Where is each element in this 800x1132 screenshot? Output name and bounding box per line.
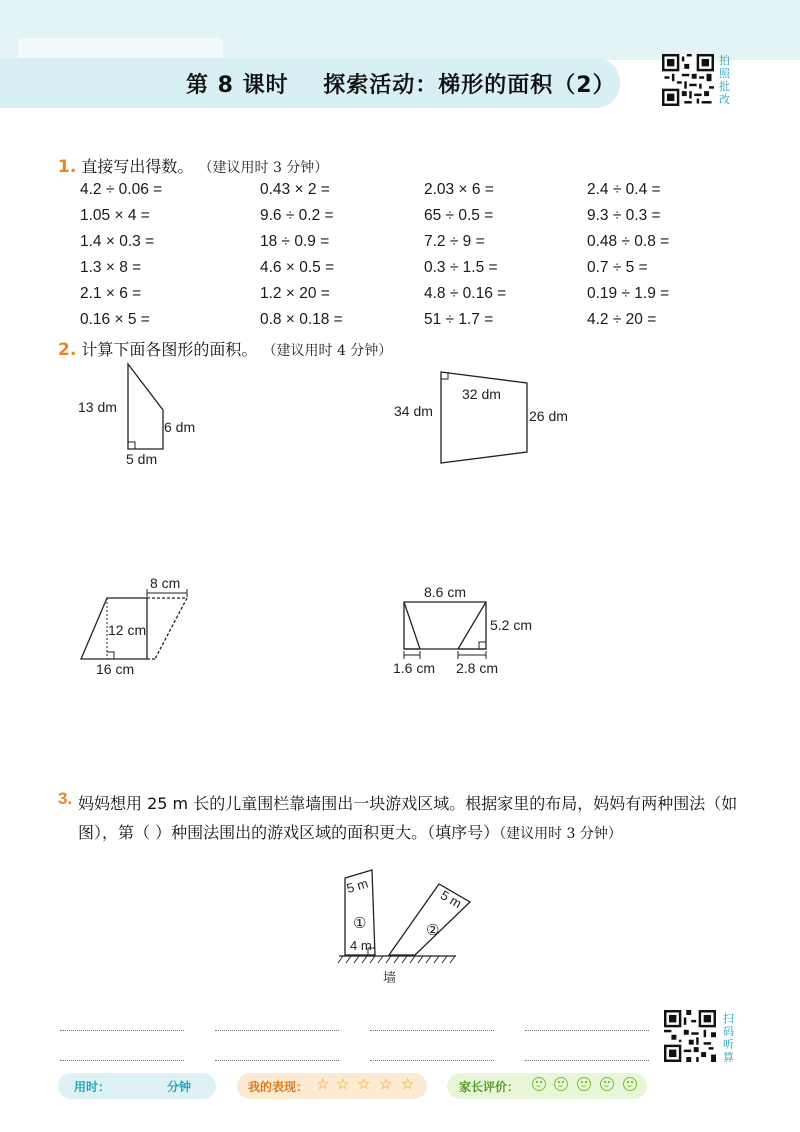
fig3-bottom-label: 16 cm (96, 661, 135, 677)
q3-circle-2: ② (426, 922, 440, 939)
fig1-left-label: 13 dm (78, 399, 117, 415)
figure-1-trapezoid (128, 364, 163, 449)
answer-line[interactable] (215, 1030, 339, 1031)
q2-number: 2. (58, 340, 77, 360)
q3-circle-1: ① (353, 915, 367, 932)
q3-wall-label: 墙 (383, 971, 397, 986)
q1-text: 直接写出得数。 (81, 157, 194, 176)
footer-time-unit: 分钟 (167, 1080, 192, 1094)
calc-item: 4.6 × 0.5 = (260, 259, 335, 276)
fig4-left-base-label: 1.6 cm (393, 660, 436, 676)
star-icon[interactable]: ☆ (336, 1076, 350, 1093)
q1-number: 1. (58, 157, 77, 177)
star-icon[interactable]: ☆ (316, 1076, 330, 1093)
fig2-top-label: 32 dm (462, 386, 501, 402)
calc-item: 9.6 ÷ 0.2 = (260, 207, 334, 224)
star-icon[interactable]: ☆ (379, 1076, 393, 1093)
answer-line[interactable] (370, 1030, 494, 1031)
answer-line[interactable] (215, 1060, 339, 1061)
calc-item: 1.05 × 4 = (80, 207, 150, 224)
footer-time-label: 用时： (74, 1080, 111, 1094)
calc-item: 0.16 × 5 = (80, 311, 150, 328)
calc-item: 0.19 ÷ 1.9 = (587, 285, 670, 302)
calc-item: 18 ÷ 0.9 = (260, 233, 330, 250)
fig1-right-label: 6 dm (164, 419, 196, 435)
fig3-top-label: 8 cm (150, 575, 181, 591)
q2-hint: （建议用时 4 分钟） (262, 343, 393, 359)
fig1-bottom-label: 5 dm (126, 451, 158, 467)
fig2-left-label: 34 dm (394, 403, 433, 419)
star-icon[interactable]: ☆ (357, 1076, 371, 1093)
fig2-right-label: 26 dm (529, 408, 568, 424)
calc-item: 0.48 ÷ 0.8 = (587, 233, 670, 250)
smiley-icon[interactable] (554, 1077, 568, 1091)
q3-hint: （建议用时 3 分钟） (499, 826, 622, 842)
q2-text: 计算下面各图形的面积。 (81, 340, 258, 359)
q1-hint: （建议用时 3 分钟） (198, 160, 329, 176)
footer-parent-label: 家长评价： (459, 1080, 520, 1094)
q3-text-block (78, 789, 758, 849)
fig3-height-label: 12 cm (108, 622, 147, 638)
answer-line[interactable] (525, 1060, 649, 1061)
fig4-top-label: 8.6 cm (424, 584, 467, 600)
calc-item: 0.43 × 2 = (260, 181, 330, 198)
calc-item: 1.3 × 8 = (80, 259, 142, 276)
q3-label-5m-b: 5 m (437, 887, 465, 912)
calc-item: 65 ÷ 0.5 = (424, 207, 494, 224)
calc-item: 0.7 ÷ 5 = (587, 259, 648, 276)
answer-line[interactable] (525, 1030, 649, 1031)
calc-item: 4.8 ÷ 0.16 = (424, 285, 507, 302)
q3-number: 3. (58, 789, 73, 808)
calc-item: 1.2 × 20 = (260, 285, 330, 302)
page-title: 第 8 课时 探索活动：梯形的面积（2） (186, 73, 616, 98)
q3-text: 妈妈想用 25 m 长的儿童围栏靠墙围出一块游戏区域。根据家里的布局，妈妈有两种围法（如图），第（ ）种围法围出的游戏区域的面积更大。（填序号） (78, 794, 738, 842)
smiley-icon[interactable] (577, 1077, 591, 1091)
answer-line[interactable] (370, 1060, 494, 1061)
calc-item: 4.2 ÷ 20 = (587, 311, 657, 328)
smiley-icon[interactable] (600, 1077, 614, 1091)
q3-label-5m-a: 5 m (344, 875, 370, 896)
smiley-icon[interactable] (532, 1077, 546, 1091)
q3-label-4m: 4 m (350, 938, 372, 953)
calc-item: 1.4 × 0.3 = (80, 233, 155, 250)
star-icon[interactable]: ☆ (401, 1076, 415, 1093)
calc-item: 51 ÷ 1.7 = (424, 311, 494, 328)
smiley-icon[interactable] (623, 1077, 637, 1091)
fig4-right-base-label: 2.8 cm (456, 660, 499, 676)
calc-item: 9.3 ÷ 0.3 = (587, 207, 661, 224)
calc-item: 2.4 ÷ 0.4 = (587, 181, 661, 198)
calc-item: 7.2 ÷ 9 = (424, 233, 485, 250)
footer-perf-label: 我的表现： (248, 1080, 309, 1094)
figure-4-trapezoid (404, 602, 486, 659)
calc-item: 4.2 ÷ 0.06 = (80, 181, 163, 198)
calc-item: 2.03 × 6 = (424, 181, 494, 198)
calc-item: 0.3 ÷ 1.5 = (424, 259, 498, 276)
qr-label-bottom: 扫码听算 (723, 1012, 734, 1064)
qr-label-top: 拍照批改 (719, 54, 730, 106)
fig4-height-label: 5.2 cm (490, 617, 533, 633)
calc-item: 2.1 × 6 = (80, 285, 142, 302)
answer-line[interactable] (60, 1060, 184, 1061)
answer-line[interactable] (60, 1030, 184, 1031)
calc-item: 0.8 × 0.18 = (260, 311, 343, 328)
